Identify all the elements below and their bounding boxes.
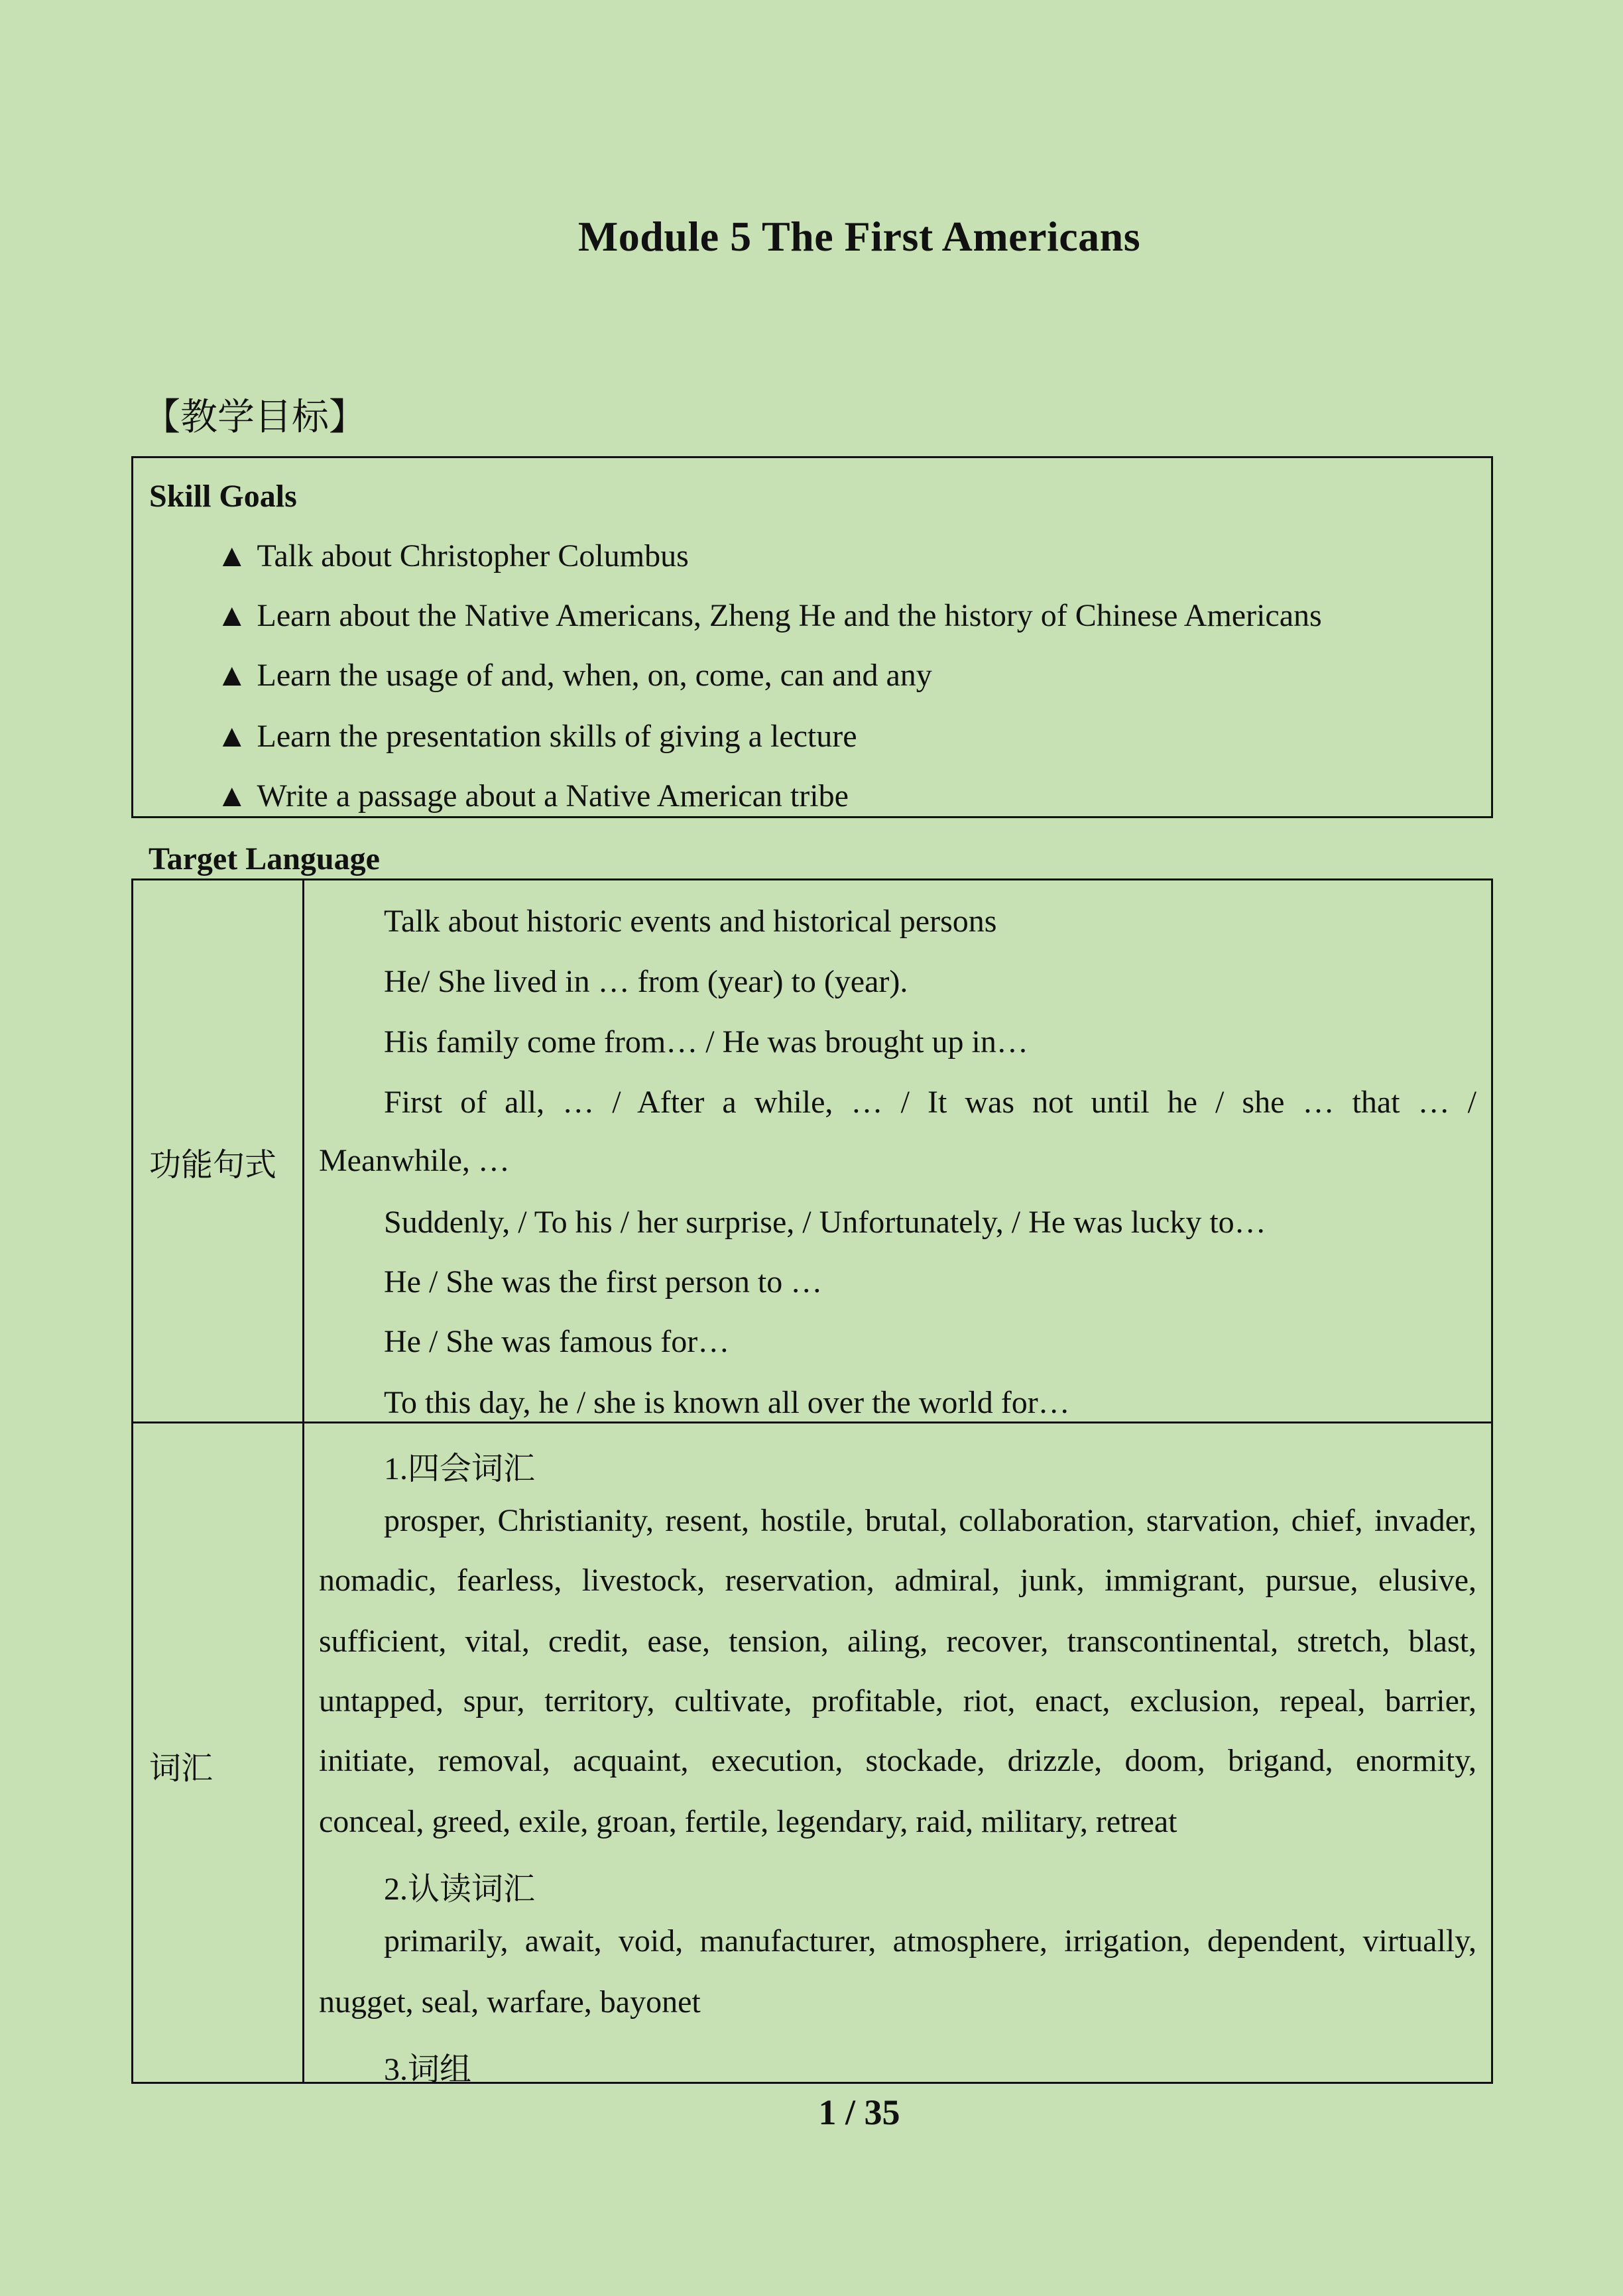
- triangle-bullet-icon: ▲: [216, 538, 248, 574]
- vocabulary-line: primarily, await, void, manufacturer, atmosphere, irrigation, dependent, virtually,: [384, 1923, 1476, 1959]
- skill-goal-item: ▲ Talk about Christopher Columbus: [216, 538, 689, 574]
- target-language-table: [131, 878, 1493, 2087]
- vocabulary-line: 2.认读词汇: [384, 1872, 536, 1907]
- functional-line: To this day, he / she is known all over the world for…: [384, 1385, 1070, 1420]
- skill-goals-box: [131, 456, 1493, 818]
- triangle-bullet-icon: ▲: [216, 778, 248, 814]
- functional-sentences-cell: [319, 880, 1476, 1421]
- functional-sentences-label: 功能句式: [149, 1148, 277, 1183]
- vocabulary-line: 1.四会词汇: [384, 1451, 536, 1486]
- functional-line: Suddenly, / To his / her surprise, / Unfortunately, / He was lucky to…: [384, 1205, 1266, 1240]
- triangle-bullet-icon: ▲: [216, 719, 248, 754]
- functional-line: He/ She lived in … from (year) to (year).: [384, 964, 908, 999]
- skill-goal-item: ▲ Learn the presentation skills of giving a lecture: [216, 719, 857, 754]
- vocabulary-line: prosper, Christianity, resent, hostile, brutal, collaboration, starvation, chief, invader,: [384, 1503, 1476, 1538]
- target-language-label: Target Language: [149, 841, 380, 876]
- vocabulary-line: sufficient, vital, credit, ease, tension, ailing, recover, transcontinental, stretch, blast,: [319, 1624, 1476, 1659]
- vocabulary-line: initiate, removal, acquaint, execution, stockade, drizzle, doom, brigand, enormity,: [319, 1743, 1476, 1778]
- vocabulary-line: nugget, seal, warfare, bayonet: [319, 1984, 701, 2020]
- skill-goal-item: ▲ Learn the usage of and, when, on, come, can and any: [216, 658, 932, 693]
- vocabulary-line: conceal, greed, exile, groan, fertile, legendary, raid, military, retreat: [319, 1804, 1177, 1839]
- functional-line: First of all, … / After a while, … / It was not until he / she … that … /: [384, 1085, 1476, 1120]
- page-number: 1 / 35: [818, 2092, 900, 2132]
- vocabulary-line: 3.词组: [384, 2052, 472, 2087]
- document-title: Module 5 The First Americans: [577, 213, 1141, 260]
- vocabulary-cell: [319, 1421, 1476, 2086]
- skill-goal-item: ▲ Write a passage about a Native American tribe: [216, 778, 849, 814]
- vocabulary-line: untapped, spur, territory, cultivate, profitable, riot, enact, exclusion, repeal, barrier,: [319, 1683, 1476, 1719]
- section-heading-teaching-goals: 【教学目标】: [143, 397, 366, 438]
- functional-line: His family come from… / He was brought up in…: [384, 1024, 1028, 1059]
- functional-line: Meanwhile, …: [319, 1143, 510, 1178]
- functional-line: He / She was the first person to …: [384, 1264, 823, 1299]
- functional-line: Talk about historic events and historical persons: [384, 904, 997, 939]
- skill-goals-heading: Skill Goals: [149, 479, 297, 514]
- vocabulary-line: nomadic, fearless, livestock, reservation, admiral, junk, immigrant, pursue, elusive,: [319, 1563, 1476, 1598]
- skill-goal-item: ▲ Learn about the Native Americans, Zheng He and the history of Chinese Americans: [216, 598, 1322, 633]
- vocabulary-label: 词汇: [149, 1751, 213, 1786]
- table-column-divider: [302, 880, 304, 2082]
- triangle-bullet-icon: ▲: [216, 598, 248, 633]
- functional-line: He / She was famous for…: [384, 1324, 730, 1359]
- triangle-bullet-icon: ▲: [216, 658, 248, 693]
